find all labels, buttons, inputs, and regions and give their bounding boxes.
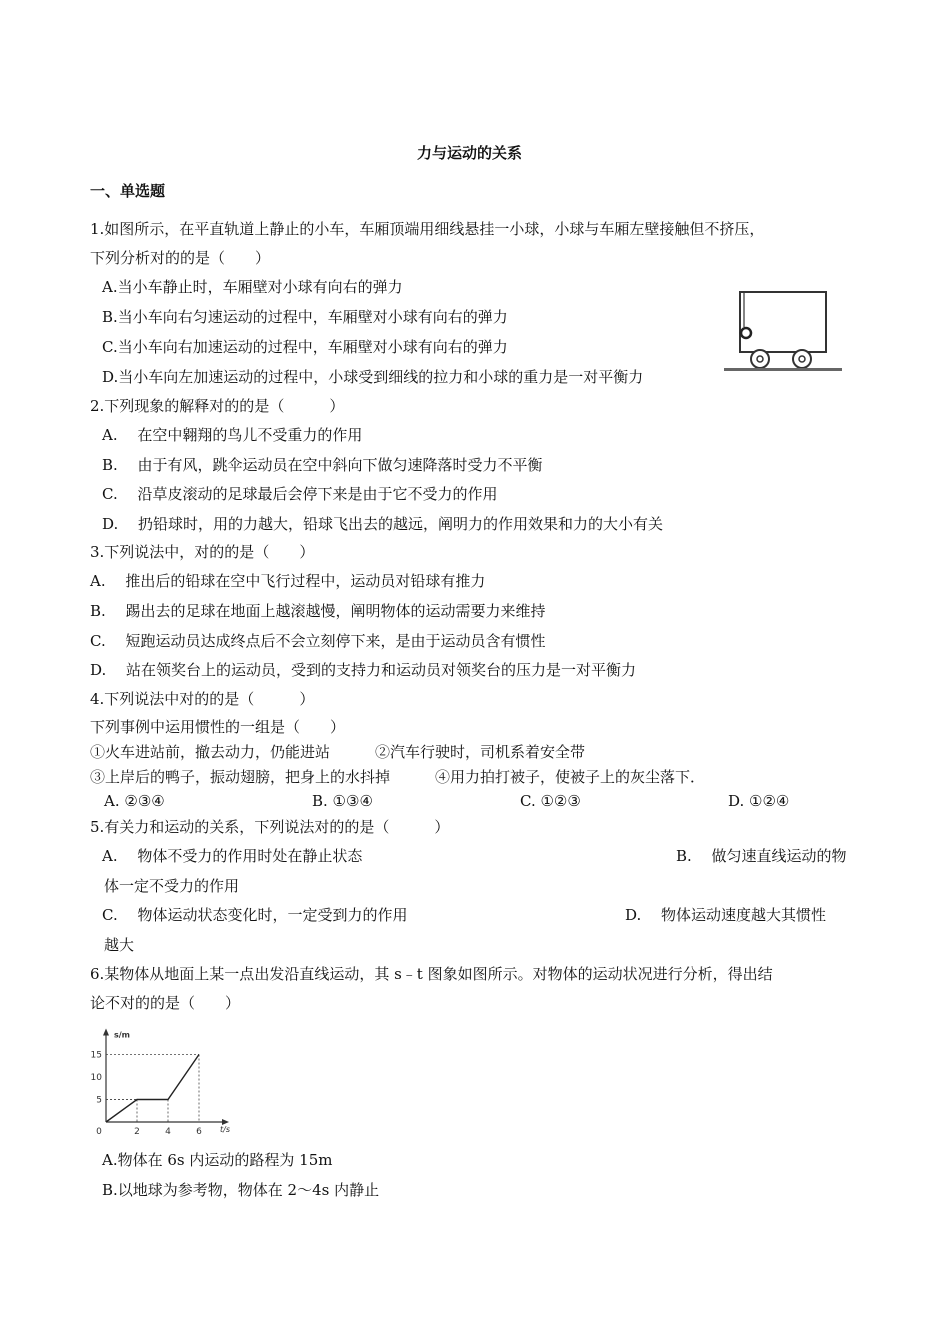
q5-option-a: A. 物体不受力的作用时处在静止状态 xyxy=(102,847,363,865)
q4-events-line1: ①火车进站前，撤去动力，仍能进站 ②汽车行驶时，司机系着安全带 xyxy=(90,743,586,761)
x-tick-label: 0 xyxy=(96,1127,102,1136)
q3-option-c: C. 短跑运动员达成终点后不会立刻停下来，是由于运动员含有惯性 xyxy=(90,632,546,650)
y-axis-label: s/m xyxy=(114,1030,131,1040)
series-line xyxy=(106,1055,199,1123)
q1-stem-line2: 下列分析对的的是（ ） xyxy=(90,249,271,267)
track xyxy=(724,368,842,371)
q3-option-b: B. 踢出去的足球在地面上越滚越慢，阐明物体的运动需要力来维持 xyxy=(90,602,546,620)
q1-option-c: C.当小车向右加速运动的过程中，车厢壁对小球有向右的弹力 xyxy=(102,338,508,356)
q4-events-line2: ③上岸后的鸭子，振动翅膀，把身上的水抖掉 ④用力拍打被子，使被子上的灰尘落下． xyxy=(90,768,706,786)
q4-option-b: B. ①③④ xyxy=(312,792,373,810)
q6-stem-line2: 论不对的的是（ ） xyxy=(90,994,241,1012)
y-tick-label: 15 xyxy=(90,1050,102,1061)
q2-option-d: D. 扔铅球时，用的力越大，铅球飞出去的越远，阐明力的作用效果和力的大小有关 xyxy=(102,515,664,533)
x-tick-label: 2 xyxy=(134,1127,140,1136)
q4-option-d: D. ①②④ xyxy=(728,792,790,810)
q1-option-b: B.当小车向右匀速运动的过程中，车厢壁对小球有向右的弹力 xyxy=(102,308,508,326)
x-tick-label: 6 xyxy=(196,1127,202,1136)
q6-stem-line1: 6.某物体从地面上某一点出发沿直线运动，其 s﹣t 图象如图所示。对物体的运动状况进行分析，得出结 xyxy=(90,965,773,983)
wheel-left xyxy=(751,350,769,368)
cart-figure xyxy=(722,285,844,379)
x-axis-label: t/s xyxy=(220,1125,230,1134)
section-heading: 一、单选题 xyxy=(90,182,166,200)
q1-stem-line1: 1.如图所示，在平直轨道上静止的小车，车厢顶端用细线悬挂一小球，小球与车厢左壁接触但不挤压， xyxy=(90,220,765,238)
q3-option-d: D. 站在领奖台上的运动员，受到的支持力和运动员对领奖台的压力是一对平衡力 xyxy=(90,661,637,679)
q4-option-a: A. ②③④ xyxy=(104,792,165,810)
q5-option-d: D. 物体运动速度越大其惯性 xyxy=(625,906,827,924)
q6-option-b: B.以地球为参考物，物体在 2～4s 内静止 xyxy=(102,1181,380,1199)
q2-stem: 2.下列现象的解释对的的是（ ） xyxy=(90,397,345,415)
q2-option-b: B. 由于有风，跳伞运动员在空中斜向下做匀速降落时受力不平衡 xyxy=(102,456,543,474)
q1-option-a: A.当小车静止时，车厢壁对小球有向右的弹力 xyxy=(102,278,403,296)
s-t-chart xyxy=(90,1018,230,1136)
q6-option-a: A.物体在 6s 内运动的路程为 15m xyxy=(102,1151,333,1169)
y-tick-label: 5 xyxy=(96,1095,102,1106)
q5-option-d-cont: 越大 xyxy=(104,936,135,954)
q1-option-d: D.当小车向左加速运动的过程中，小球受到细线的拉力和小球的重力是一对平衡力 xyxy=(102,368,644,386)
q5-option-b: B. 做匀速直线运动的物 xyxy=(676,847,847,865)
q5-option-c: C. 物体运动状态变化时，一定受到力的作用 xyxy=(102,906,408,924)
y-axis-arrow xyxy=(103,1029,109,1036)
q4-stem: 4.下列说法中对的的是（ ） xyxy=(90,690,315,708)
cart-body xyxy=(740,292,826,352)
wheel-right xyxy=(793,350,811,368)
ball xyxy=(741,328,751,338)
q3-stem: 3.下列说法中，对的的是（ ） xyxy=(90,543,315,561)
x-tick-label: 4 xyxy=(165,1127,171,1136)
q5-stem: 5.有关力和运动的关系，下列说法对的的是（ ） xyxy=(90,818,450,836)
y-tick-label: 10 xyxy=(90,1073,102,1083)
q2-option-c: C. 沿草皮滚动的足球最后会停下来是由于它不受力的作用 xyxy=(102,485,498,503)
q5-option-b-cont: 体一定不受力的作用 xyxy=(104,877,240,895)
page-title: 力与运动的关系 xyxy=(417,144,523,162)
q3-option-a: A. 推出后的铅球在空中飞行过程中，运动员对铅球有推力 xyxy=(90,572,486,590)
q4-sub-question: 下列事例中运用惯性的一组是（ ） xyxy=(90,718,346,736)
q2-option-a: A. 在空中翱翔的鸟儿不受重力的作用 xyxy=(102,426,363,444)
q4-option-c: C. ①②③ xyxy=(520,792,581,810)
